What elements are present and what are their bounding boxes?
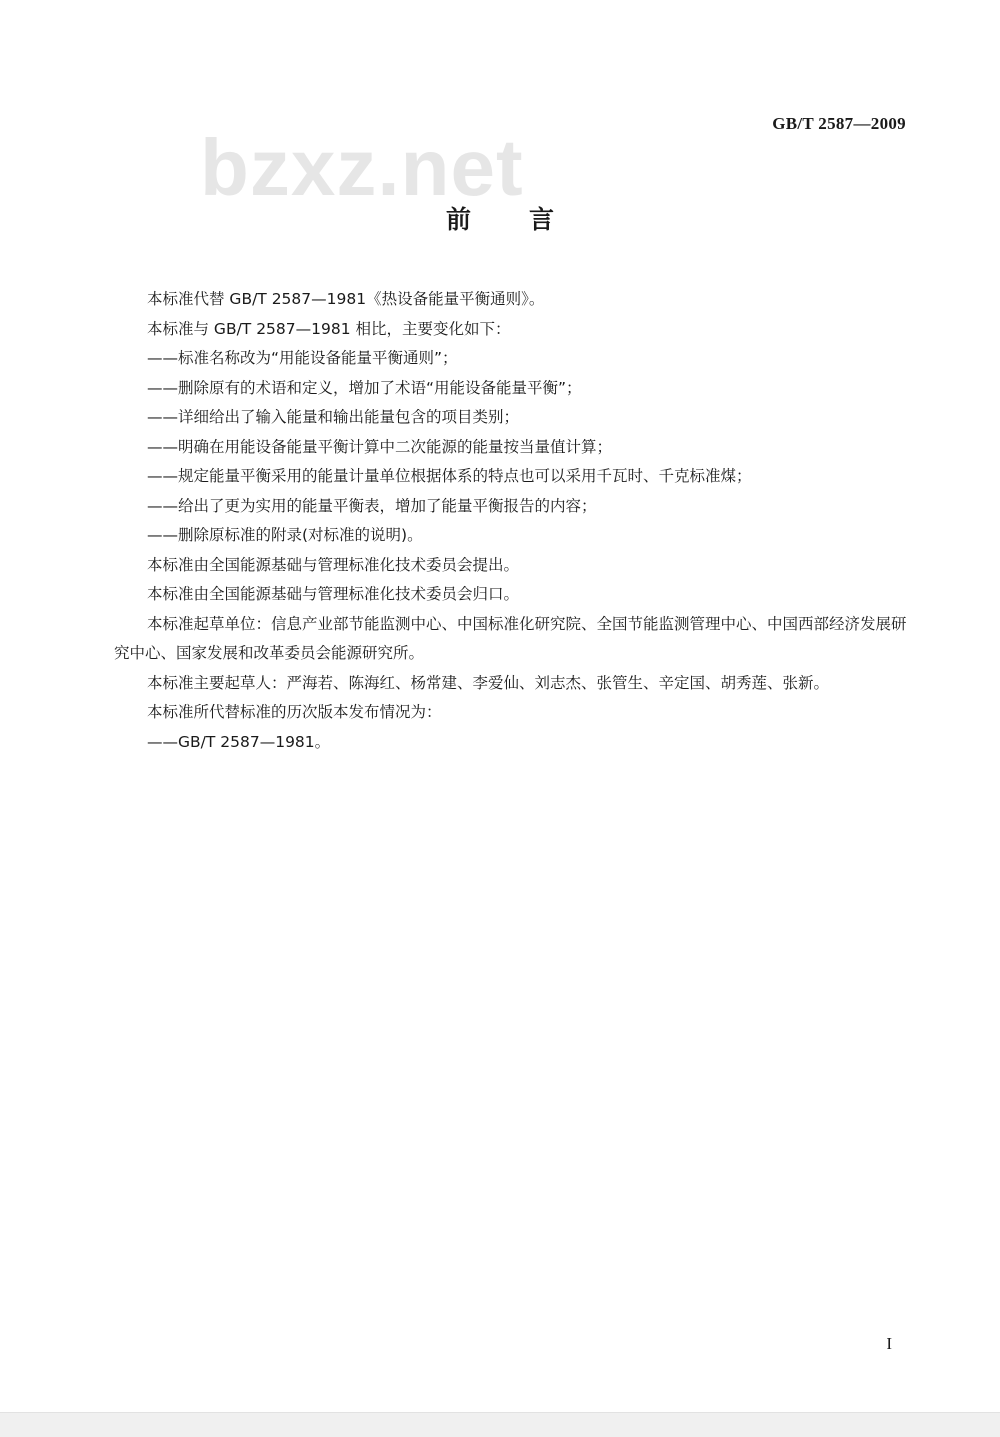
page-title: 前言 (445, 205, 612, 234)
document-body (114, 285, 914, 757)
list-item-change: ——详细给出了输入能量和输出能量包含的项目类别； (147, 408, 520, 426)
viewer-bottom-bar (0, 1412, 1000, 1437)
list-item-change: ——规定能量平衡采用的能量计量单位根据体系的特点也可以采用千瓦时、千克标准煤； (147, 467, 752, 485)
list-item-change: ——删除原有的术语和定义，增加了术语“用能设备能量平衡”； (147, 378, 582, 397)
list-item-change: ——标准名称改为“用能设备能量平衡通则”； (147, 349, 458, 367)
list-item-change: ——明确在用能设备能量平衡计算中二次能源的能量按当量值计算； (147, 437, 613, 456)
page-number: I (886, 1334, 892, 1353)
watermark-text: bzxz.net (200, 123, 524, 212)
paragraph-centralized-by: 本标准由全国能源基础与管理标准化技术委员会归口。 (147, 585, 520, 603)
list-item-history: ——GB/T 2587—1981。 (147, 732, 331, 751)
paragraph-history-intro: 本标准所代替标准的历次版本发布情况为： (147, 703, 442, 721)
paragraph-drafting-units: 本标准起草单位：信息产业部节能监测中心、中国标准化研究院、全国节能监测管理中心、中国西部经济发展研究中心、国家发展和改革委员会能源研究所。 (114, 614, 907, 662)
paragraph-replaces: 本标准代替 GB/T 2587—1981《热设备能量平衡通则》。 (147, 290, 545, 308)
paragraph-changes-intro: 本标准与 GB/T 2587—1981 相比，主要变化如下： (147, 319, 511, 338)
paragraph-proposed-by: 本标准由全国能源基础与管理标准化技术委员会提出。 (147, 555, 520, 574)
paragraph-drafters: 本标准主要起草人：严海若、陈海红、杨常建、李爱仙、刘志杰、张管生、辛定国、胡秀莲、张新。 (147, 673, 830, 692)
list-item-change: ——删除原标准的附录(对标准的说明)。 (147, 526, 423, 544)
list-item-change: ——给出了更为实用的能量平衡表，增加了能量平衡报告的内容； (147, 496, 597, 515)
document-number: GB/T 2587—2009 (772, 114, 906, 133)
